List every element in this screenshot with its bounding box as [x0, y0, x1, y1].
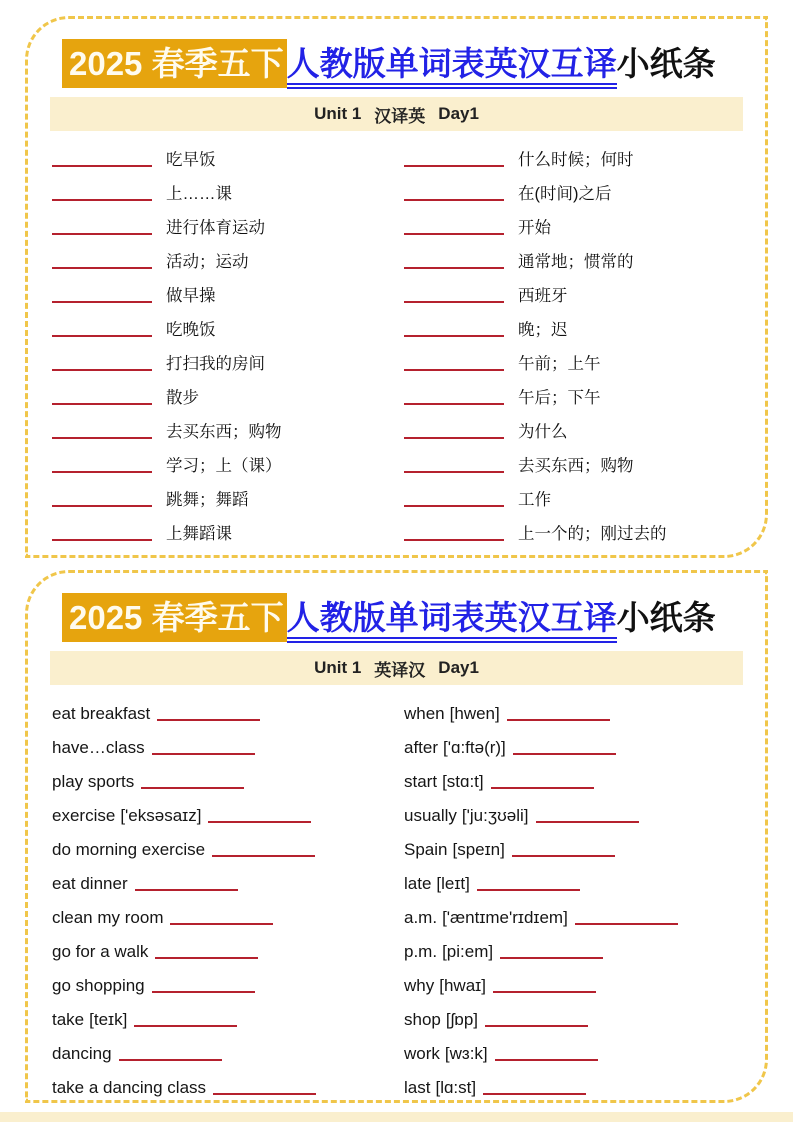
answer-blank	[404, 335, 504, 337]
worksheet-card-en-to-cn	[25, 570, 768, 1103]
mode-label: 英译汉	[374, 660, 426, 680]
chinese-term: 晚；迟	[518, 321, 568, 340]
answer-blank	[404, 233, 504, 235]
answer-blank	[152, 991, 255, 993]
title-badge: 2025 春季五下	[62, 593, 287, 642]
chinese-term: 进行体育运动	[166, 219, 265, 238]
en-word-row	[404, 829, 756, 863]
en-word-row	[404, 999, 756, 1033]
en-word-row	[52, 1033, 404, 1067]
cn-word-row	[52, 343, 404, 377]
answer-blank	[157, 719, 260, 721]
cn-word-row	[404, 139, 756, 173]
page-title	[62, 595, 765, 641]
chinese-term: 跳舞；舞蹈	[166, 491, 249, 510]
chinese-term: 做早操	[166, 287, 216, 306]
en-word-row	[52, 897, 404, 931]
answer-blank	[404, 301, 504, 303]
answer-blank	[135, 889, 238, 891]
english-term: shop	[404, 1010, 441, 1030]
cn-word-row	[52, 309, 404, 343]
answer-blank	[212, 855, 315, 857]
cn-word-row	[404, 445, 756, 479]
answer-blank	[404, 471, 504, 473]
answer-blank	[483, 1093, 586, 1095]
answer-blank	[52, 369, 152, 371]
chinese-term: 吃早饭	[166, 151, 216, 170]
answer-blank	[52, 335, 152, 337]
phonetic-transcription: ['eksəsaɪz]	[120, 806, 202, 826]
phonetic-transcription: ['æntɪme'rɪdɪem]	[442, 908, 568, 928]
next-page-bar-edge	[0, 1112, 793, 1122]
answer-blank	[208, 821, 311, 823]
english-term: go shopping	[52, 976, 145, 996]
answer-blank	[536, 821, 639, 823]
en-word-row	[52, 999, 404, 1033]
answer-blank	[513, 753, 616, 755]
answer-blank	[52, 539, 152, 541]
english-term: have…class	[52, 738, 145, 758]
english-term: clean my room	[52, 908, 164, 928]
phonetic-transcription: [hwen]	[449, 704, 500, 724]
answer-blank	[495, 1059, 598, 1061]
cn-word-row	[404, 275, 756, 309]
answer-blank	[52, 267, 152, 269]
cn-word-row	[52, 139, 404, 173]
english-term: p.m.	[404, 942, 438, 962]
answer-blank	[512, 855, 615, 857]
en-word-row	[404, 1067, 756, 1101]
english-term: take a dancing class	[52, 1078, 207, 1098]
english-term: last	[404, 1078, 431, 1098]
word-column-right	[404, 693, 756, 1101]
answer-blank	[404, 437, 504, 439]
answer-blank	[52, 199, 152, 201]
chinese-term: 为什么	[518, 423, 568, 442]
en-word-row	[52, 795, 404, 829]
english-term: work	[404, 1044, 440, 1064]
cn-word-row	[52, 479, 404, 513]
answer-blank	[493, 991, 596, 993]
phonetic-transcription: [wɜ:k]	[444, 1044, 488, 1064]
english-term: a.m.	[404, 908, 438, 928]
answer-blank	[155, 957, 258, 959]
answer-blank	[404, 267, 504, 269]
word-list	[28, 131, 765, 547]
english-term: usually	[404, 806, 457, 826]
en-word-row	[404, 727, 756, 761]
chinese-term: 去买东西；购物	[166, 423, 282, 442]
page-title	[62, 41, 765, 87]
chinese-term: 什么时候；何时	[518, 151, 634, 170]
answer-blank	[52, 403, 152, 405]
day-label: Day1	[438, 658, 479, 678]
chinese-term: 上舞蹈课	[166, 525, 232, 544]
en-word-row	[52, 863, 404, 897]
english-term: do morning exercise	[52, 840, 206, 860]
title-highlight: 人教版单词表英汉互译	[287, 599, 617, 643]
phonetic-transcription: ['ɑ:ftə(r)]	[443, 738, 506, 758]
cn-word-row	[52, 275, 404, 309]
cn-word-row	[52, 207, 404, 241]
chinese-term: 活动；运动	[166, 253, 249, 272]
cn-word-row	[52, 513, 404, 547]
answer-blank	[404, 505, 504, 507]
answer-blank	[141, 787, 244, 789]
answer-blank	[477, 889, 580, 891]
en-word-row	[404, 761, 756, 795]
answer-blank	[500, 957, 603, 959]
answer-blank	[404, 165, 504, 167]
chinese-term: 学习；上（课）	[166, 457, 282, 476]
answer-blank	[52, 165, 152, 167]
answer-blank	[52, 233, 152, 235]
word-column-right	[404, 139, 756, 547]
word-column-left	[52, 693, 404, 1101]
english-term: after	[404, 738, 439, 758]
phonetic-transcription: [speɪn]	[452, 840, 505, 860]
day-label: Day1	[438, 104, 479, 124]
en-word-row	[404, 1033, 756, 1067]
phonetic-transcription: [pi:em]	[442, 942, 494, 962]
title-suffix: 小纸条	[616, 45, 716, 82]
en-word-row	[404, 931, 756, 965]
cn-word-row	[404, 411, 756, 445]
en-word-row	[52, 829, 404, 863]
cn-word-row	[52, 173, 404, 207]
cn-word-row	[404, 343, 756, 377]
answer-blank	[52, 437, 152, 439]
answer-blank	[575, 923, 678, 925]
en-word-row	[52, 965, 404, 999]
unit-bar	[50, 651, 743, 685]
title-highlight: 人教版单词表英汉互译	[287, 45, 617, 89]
en-word-row	[52, 727, 404, 761]
answer-blank	[404, 403, 504, 405]
cn-word-row	[404, 309, 756, 343]
answer-blank	[491, 787, 594, 789]
cn-word-row	[404, 377, 756, 411]
title-suffix: 小纸条	[616, 599, 716, 636]
english-term: eat breakfast	[52, 704, 151, 724]
mode-label: 汉译英	[374, 106, 426, 126]
english-term: go for a walk	[52, 942, 149, 962]
phonetic-transcription: [ʃɒp]	[445, 1010, 479, 1030]
answer-blank	[404, 199, 504, 201]
cn-word-row	[404, 241, 756, 275]
unit-label: Unit 1	[314, 104, 362, 124]
phonetic-transcription: [leɪt]	[436, 874, 470, 894]
worksheet-card-cn-to-en	[25, 16, 768, 558]
chinese-term: 开始	[518, 219, 551, 238]
chinese-term: 上一个的；刚过去的	[518, 525, 667, 544]
unit-bar	[50, 97, 743, 131]
en-word-row	[52, 693, 404, 727]
chinese-term: 去买东西；购物	[518, 457, 634, 476]
chinese-term: 午后；下午	[518, 389, 601, 408]
cn-word-row	[52, 445, 404, 479]
english-term: play sports	[52, 772, 135, 792]
answer-blank	[213, 1093, 316, 1095]
en-word-row	[52, 761, 404, 795]
chinese-term: 上……课	[166, 185, 232, 204]
phonetic-transcription: [hwaɪ]	[439, 976, 486, 996]
en-word-row	[404, 693, 756, 727]
cn-word-row	[404, 513, 756, 547]
word-list	[28, 685, 765, 1101]
english-term: why	[404, 976, 435, 996]
word-column-left	[52, 139, 404, 547]
english-term: late	[404, 874, 432, 894]
unit-label: Unit 1	[314, 658, 362, 678]
answer-blank	[52, 505, 152, 507]
chinese-term: 午前；上午	[518, 355, 601, 374]
english-term: dancing	[52, 1044, 112, 1064]
cn-word-row	[52, 377, 404, 411]
chinese-term: 工作	[518, 491, 551, 510]
en-word-row	[404, 965, 756, 999]
cn-word-row	[404, 173, 756, 207]
phonetic-transcription: [stɑ:t]	[442, 772, 484, 792]
cn-word-row	[404, 207, 756, 241]
chinese-term: 通常地；惯常的	[518, 253, 634, 272]
chinese-term: 吃晚饭	[166, 321, 216, 340]
english-term: Spain	[404, 840, 448, 860]
title-badge: 2025 春季五下	[62, 39, 287, 88]
en-word-row	[404, 897, 756, 931]
answer-blank	[152, 753, 255, 755]
answer-blank	[170, 923, 273, 925]
en-word-row	[52, 1067, 404, 1101]
en-word-row	[52, 931, 404, 965]
answer-blank	[485, 1025, 588, 1027]
english-term: when	[404, 704, 445, 724]
answer-blank	[52, 471, 152, 473]
phonetic-transcription: [teɪk]	[89, 1010, 128, 1030]
chinese-term: 打扫我的房间	[166, 355, 265, 374]
answer-blank	[404, 369, 504, 371]
phonetic-transcription: [lɑ:st]	[435, 1078, 477, 1098]
answer-blank	[119, 1059, 222, 1061]
cn-word-row	[404, 479, 756, 513]
phonetic-transcription: ['ju:ʒʊəli]	[461, 806, 529, 826]
answer-blank	[52, 301, 152, 303]
answer-blank	[404, 539, 504, 541]
cn-word-row	[52, 411, 404, 445]
english-term: start	[404, 772, 438, 792]
cn-word-row	[52, 241, 404, 275]
en-word-row	[404, 795, 756, 829]
answer-blank	[134, 1025, 237, 1027]
chinese-term: 散步	[166, 389, 199, 408]
english-term: exercise	[52, 806, 116, 826]
english-term: take	[52, 1010, 85, 1030]
chinese-term: 西班牙	[518, 287, 568, 306]
answer-blank	[507, 719, 610, 721]
en-word-row	[404, 863, 756, 897]
chinese-term: 在(时间)之后	[518, 185, 612, 204]
english-term: eat dinner	[52, 874, 128, 894]
